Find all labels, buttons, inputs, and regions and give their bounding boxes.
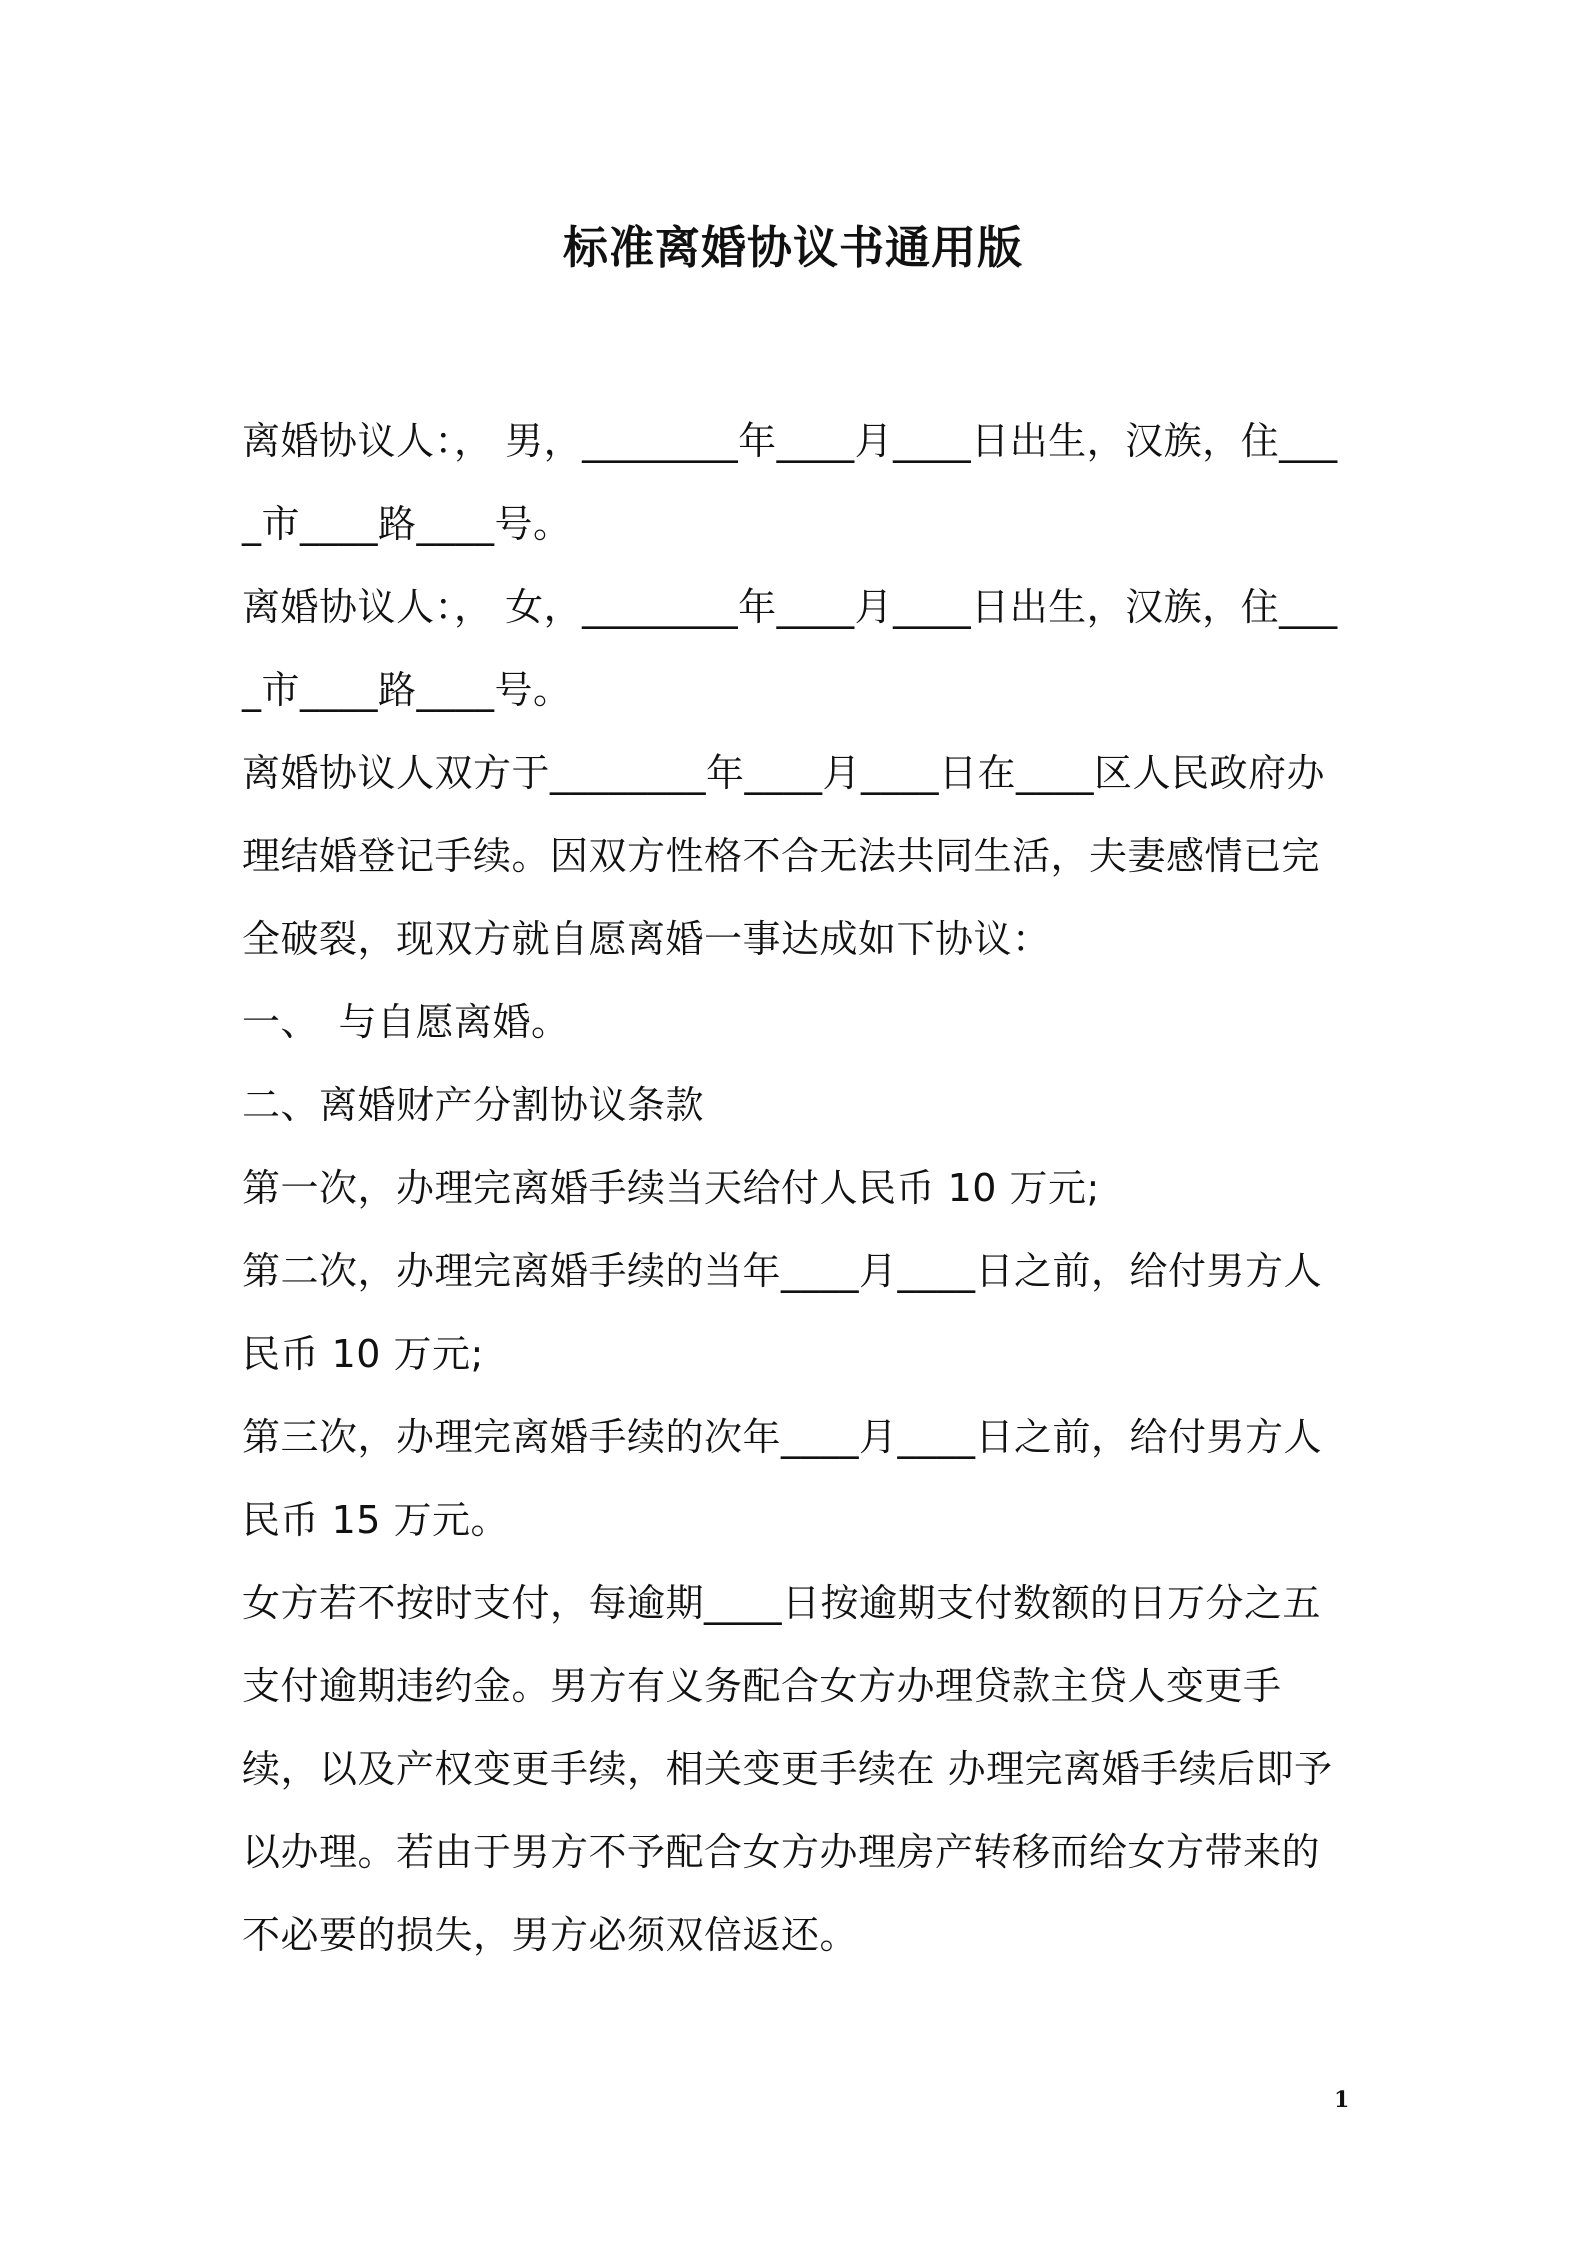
paragraph-late-payment-terms: 女方若不按时支付，每逾期____日按逾期支付数额的日万分之五支付逾期违约金。男方有义务配合女方办理贷款主贷人变更手续，以及产权变更手续，相关变更手续在 办理完离婚手续后即予以办理。若由于男方不予配合女方办理房产转移而给女方带来的不必要的损失，男方必须双倍返还。 xyxy=(242,1581,1333,1957)
payment-first: 第一次，办理完离婚手续当天给付人民币 10 万元; xyxy=(242,1166,1100,1210)
payment-second: 第二次，办理完离婚手续的当年____月____日之前，给付男方人民币 10 万元; xyxy=(242,1249,1323,1376)
document-title: 标准离婚协议书通用版 xyxy=(562,221,1023,274)
payment-third: 第三次，办理完离婚手续的次年____月____日之前，给付男方人民币 15 万元。 xyxy=(242,1415,1323,1542)
clause-1-heading: 一、 与自愿离婚。 xyxy=(242,1000,570,1044)
paragraph-party-male: 离婚协议人：， 男，________年____月____日出生，汉族，住____市____路____号。 xyxy=(242,419,1338,546)
page-number: 1 xyxy=(1334,2087,1350,2113)
document-body xyxy=(242,400,1352,1977)
clause-2-heading: 二、离婚财产分割协议条款 xyxy=(242,1083,705,1127)
paragraph-marriage-registration: 离婚协议人双方于________年____月____日在____区人民政府办理结婚登记手续。因双方性格不合无法共同生活，夫妻感情已完全破裂，现双方就自愿离婚一事达成如下协议： xyxy=(242,751,1326,961)
paragraph-party-female: 离婚协议人：， 女，________年____月____日出生，汉族，住____市____路____号。 xyxy=(242,585,1338,712)
